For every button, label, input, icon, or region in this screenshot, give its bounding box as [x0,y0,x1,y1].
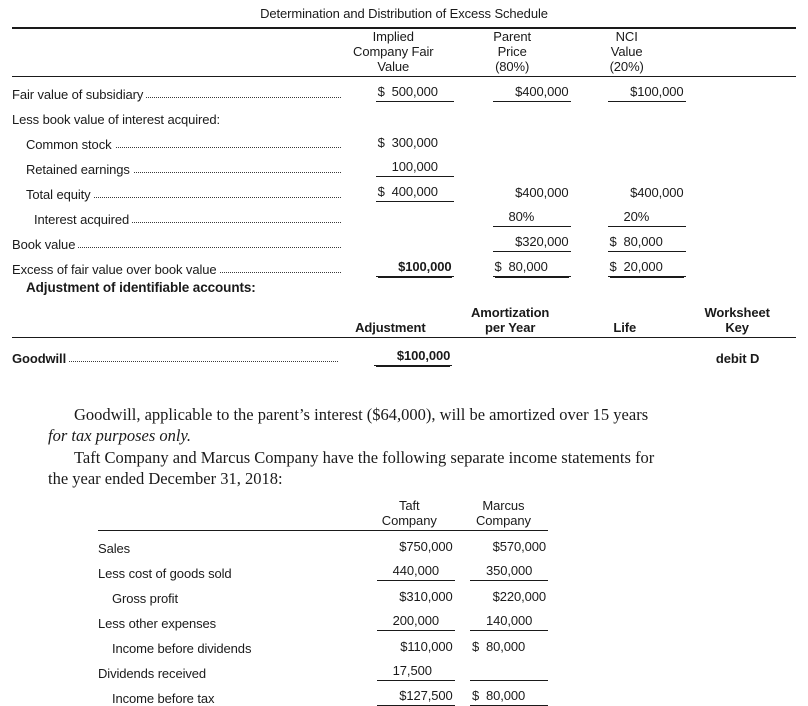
value-amount [376,259,454,277]
table-row [98,681,548,706]
income-statements-header-group [98,498,548,530]
dd-header-parent-l1: Parent [493,29,531,44]
row-value [577,152,692,177]
money-figure [378,159,452,174]
row-trailing-spacer [692,102,796,127]
dd-schedule-body-rows [12,77,796,277]
income-statements-header-row [98,498,548,530]
row-value [462,177,577,202]
value-amount [376,84,454,102]
amount-text: 80,000 [486,639,526,654]
value-amount [377,589,455,606]
dd-schedule [12,6,796,277]
amount-text: 440,000 [392,563,439,578]
income-statements-header-spacer [98,498,364,530]
currency-symbol: $ [377,84,385,99]
currency-symbol: $ [515,185,523,200]
currency-symbol: $ [472,688,480,703]
table-row [98,581,548,606]
row-trailing-spacer [692,152,796,177]
dd-header-implied-l1: Implied [372,29,414,44]
value-amount [377,613,455,631]
amount-text: 20% [623,209,650,224]
row-label-text: Gross profit [112,591,178,606]
dd-schedule-table [12,29,796,76]
currency-symbol: $ [609,234,617,249]
money-figure [472,639,546,654]
amount-text: 750,000 [406,539,453,554]
value-amount [470,563,548,581]
dd-schedule-header-row [12,29,796,76]
row-label [98,656,363,681]
currency-symbol: $ [630,84,638,99]
value-amount [493,84,571,102]
value-amount [470,663,548,681]
amount-text: 320,000 [522,234,569,249]
dd-header-parent-l3: (80%) [495,59,530,74]
amount-text: 500,000 [391,84,438,99]
value-amount [493,234,571,252]
money-figure [610,259,684,274]
value-amount [377,539,455,556]
amount-text: 300,000 [391,135,438,150]
dd-header-nci-l2: Value [610,44,643,59]
row-value [459,656,548,681]
row-label-text: Sales [98,541,131,556]
row-label-text: Excess of fair value over book value [12,262,220,277]
row-label [98,581,363,606]
row-value [341,252,462,277]
table-row [98,631,548,656]
currency-symbol: $ [494,259,502,274]
value-amount [608,209,686,227]
currency-symbol: $ [630,185,638,200]
table-row [12,77,796,102]
row-trailing-spacer [692,177,796,202]
income-statements-header-marcus-l1: Marcus [482,498,525,513]
money-figure [378,259,452,274]
money-figure [610,234,684,249]
value-amount [493,185,571,202]
adjustment-header-amortization-l1: Amortization [471,305,550,320]
amount-text: 350,000 [486,563,533,578]
row-label [12,102,341,127]
row-value [462,77,577,102]
row-label-text: Dividends received [98,666,207,681]
row-label [12,338,338,366]
row-label-text: Goodwill [12,351,69,366]
amount-text: 220,000 [499,589,546,604]
dd-header-parent-l2: Price [497,44,527,59]
table-row [12,102,796,127]
row-value [341,102,462,127]
table-row [98,606,548,631]
adjustment-header-worksheet-key-l2: Key [725,320,749,335]
row-value [341,152,462,177]
income-statements-header-taft-l2: Company [381,513,437,528]
row-label-text: Total equity [12,187,94,202]
adjustment-body-rows [12,338,796,366]
row-label [12,252,341,277]
row-value [459,581,548,606]
row-value [462,152,577,177]
table-row [12,127,796,152]
row-label [12,227,341,252]
row-label [12,202,341,227]
income-statements-body-table [98,531,548,706]
money-figure [379,589,453,604]
income-statements-header-marcus-l2: Company [475,513,531,528]
money-figure [495,209,569,224]
value-amount [377,639,455,656]
row-value [459,531,548,556]
dd-header-spacer [12,29,337,76]
currency-symbol: $ [492,589,500,604]
row-label [98,531,363,556]
dd-header-nci-l1: NCI [615,29,638,44]
row-label-text: Less other expenses [98,616,217,631]
row-value [341,227,462,252]
row-label-text: Income before tax [112,691,215,706]
value-amount [377,688,455,706]
row-value [363,631,458,656]
table-row [98,656,548,681]
dd-schedule-title: Determination and Distribution of Excess Schedule [260,6,548,21]
value-amount [470,688,548,706]
value-amount [374,348,452,366]
amount-text: 80,000 [486,688,526,703]
adjustment-header-adjustment [334,305,456,337]
row-label-text: Income before dividends [112,641,252,656]
money-figure [495,259,569,274]
row-value [577,252,692,277]
row-value [462,127,577,152]
dd-header-trailing-spacer [687,29,796,76]
row-label-text: Fair value of subsidiary [12,87,146,102]
value-amount [493,209,571,227]
adjustment-header-amortization [455,305,571,337]
adjustment-header-group [12,305,796,337]
value-amount [470,639,548,656]
dd-header-implied [337,29,458,76]
row-value [363,681,458,706]
income-statements-header-taft-l1: Taft [398,498,420,513]
currency-symbol: $ [377,184,385,199]
value-amount [608,259,686,277]
currency-symbol: $ [515,234,523,249]
amount-text: 80% [508,209,535,224]
amortization-value [460,338,572,366]
currency-symbol: $ [399,539,407,554]
amount-text: 400,000 [522,185,569,200]
row-label [98,556,363,581]
value-amount [608,234,686,252]
row-label-text: Less book value of interest acquired: [12,112,223,127]
row-value [363,531,458,556]
value-amount [493,259,571,277]
amount-text: 400,000 [391,184,438,199]
value-amount [470,589,548,606]
row-value [577,177,692,202]
amount-text: 80,000 [508,259,548,274]
life-value [573,338,685,366]
dd-schedule-header-group [12,29,796,76]
row-trailing-spacer [692,77,796,102]
dd-header-implied-l2: Company Fair [353,44,434,59]
row-value [338,338,460,366]
row-trailing-spacer [692,202,796,227]
row-label-text: Less cost of goods sold [98,566,232,581]
value-amount [376,135,454,152]
amount-text: 140,000 [486,613,533,628]
table-row [12,177,796,202]
adjustment-header-worksheet-key-l1: Worksheet [704,305,770,320]
adjustment-header-spacer [12,305,334,337]
currency-symbol: $ [398,259,406,274]
row-value [459,681,548,706]
value-amount [376,184,454,202]
paragraph-goodwill [48,404,668,446]
money-figure [379,563,453,578]
income-statements-block [98,498,548,706]
money-figure [610,185,684,200]
row-value [363,656,458,681]
row-label-text: Common stock [12,137,115,152]
row-value [363,606,458,631]
row-value [462,252,577,277]
amount-text: 100,000 [391,159,438,174]
dd-header-nci [572,29,686,76]
money-figure [495,234,569,249]
adjustment-header-adjustment-l2: Adjustment [355,320,426,335]
table-row [12,227,796,252]
money-figure [472,613,546,628]
money-figure [472,663,546,678]
table-row [12,252,796,277]
income-statements-body-rows [98,531,548,706]
money-figure [472,539,546,554]
money-figure [379,663,453,678]
money-figure [495,185,569,200]
value-amount [376,159,454,177]
row-label [12,77,341,102]
row-value [363,556,458,581]
money-figure [376,348,450,363]
row-label [98,681,363,706]
money-figure [378,135,452,150]
money-figure [610,84,684,99]
amount-text: 100,000 [403,348,451,363]
money-figure [472,563,546,578]
row-value [459,631,548,656]
amount-text: 80,000 [623,234,663,249]
row-value [341,127,462,152]
adjustment-header-row [12,305,796,337]
value-amount [470,539,548,556]
amount-text: 100,000 [637,84,684,99]
row-label [12,152,341,177]
row-value [462,227,577,252]
income-statements-header-table [98,498,548,530]
amount-text: 20,000 [623,259,663,274]
value-amount [377,563,455,581]
row-value [577,227,692,252]
money-figure [610,209,684,224]
money-figure [379,539,453,554]
adjustment-header-table [12,305,796,337]
table-row [12,202,796,227]
paragraph-goodwill-italic-1: for [48,426,68,445]
row-label-text: Interest acquired [12,212,132,227]
row-value [462,102,577,127]
row-value [341,177,462,202]
currency-symbol: $ [472,639,480,654]
adjustment-header-life-l2: Life [613,320,637,335]
dd-header-parent [458,29,573,76]
row-label [12,177,341,202]
dd-schedule-body [12,77,796,277]
paragraph-goodwill-text: Goodwill, applicable to the parent’s interest ($64,000), will be amortized over 15 years [74,405,649,424]
table-row [12,152,796,177]
money-figure [379,639,453,654]
money-figure [378,184,452,199]
adjustment-header-amortization-l2: per Year [485,320,536,335]
currency-symbol: $ [399,589,407,604]
adjustment-heading: Adjustment of identifiable accounts: [26,280,256,295]
income-statements-header-marcus [459,498,548,530]
row-label-text: Retained earnings [12,162,133,177]
amount-text: 127,500 [406,688,453,703]
currency-symbol: $ [400,639,408,654]
row-value [577,102,692,127]
row-value [577,127,692,152]
row-value [341,202,462,227]
amount-text: 17,500 [392,663,432,678]
dd-header-implied-l3: Value [377,59,410,74]
amount-text: 570,000 [499,539,546,554]
table-row [98,531,548,556]
row-value [577,77,692,102]
row-value [459,556,548,581]
currency-symbol: $ [399,688,407,703]
table-row [12,338,796,366]
money-figure [378,84,452,99]
money-figure [472,589,546,604]
currency-symbol: $ [609,259,617,274]
row-label [98,631,363,656]
adjustment-header-worksheet-key [684,305,796,337]
amount-text: 100,000 [405,259,452,274]
value-amount [470,613,548,631]
row-label [12,127,341,152]
currency-symbol: $ [515,84,523,99]
adjustment-block [12,280,796,366]
value-amount [608,185,686,202]
paragraph-goodwill-italic-2: tax purposes only. [71,426,192,445]
worksheet-key-value: debit D [715,351,760,366]
adjustment-header-life [571,305,684,337]
row-trailing-spacer [692,227,796,252]
row-value [459,606,548,631]
value-amount [608,84,686,102]
currency-symbol: $ [377,135,385,150]
amount-text: 400,000 [522,84,569,99]
paragraph-income-statements: Taft Company and Marcus Company have the following separate income statements for the year ended December 31, 2018: [48,448,655,488]
amount-text: 400,000 [637,185,684,200]
row-value [462,202,577,227]
amount-text: 310,000 [406,589,453,604]
money-figure [379,613,453,628]
currency-symbol: $ [396,348,404,363]
adjustment-body-table [12,338,796,366]
income-statements-header-taft [364,498,459,530]
value-amount [377,663,455,681]
currency-symbol: $ [492,539,500,554]
row-value [577,202,692,227]
row-label [98,606,363,631]
dd-header-nci-l3: (20%) [609,59,644,74]
amount-text: 110,000 [407,639,453,654]
row-trailing-spacer [692,252,796,277]
amount-text: 200,000 [392,613,439,628]
row-value [341,77,462,102]
money-figure [472,688,546,703]
money-figure [379,688,453,703]
table-row [98,556,548,581]
row-trailing-spacer [692,127,796,152]
row-label-text: Book value [12,237,78,252]
money-figure [495,84,569,99]
row-value [363,581,458,606]
narrative-paragraphs [48,404,668,489]
